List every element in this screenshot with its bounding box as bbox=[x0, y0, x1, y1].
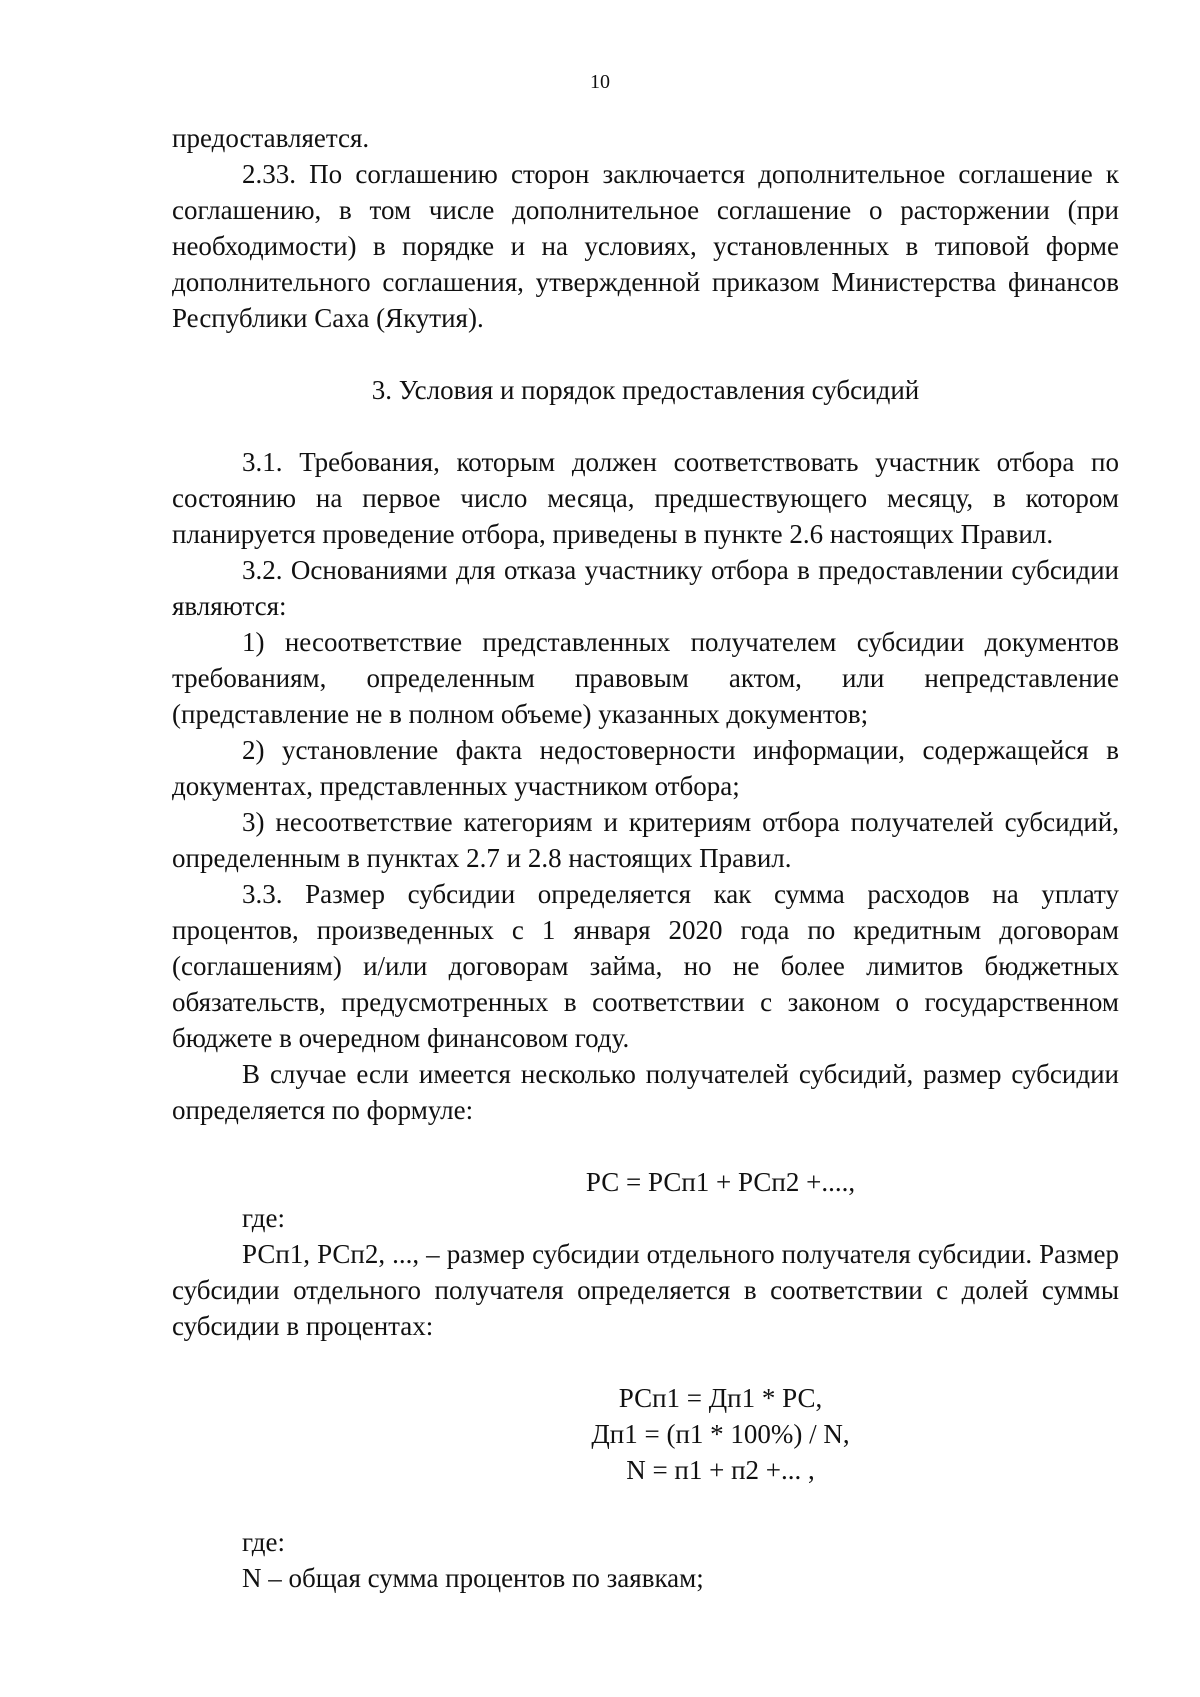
document-body bbox=[172, 120, 1119, 1596]
paragraph-formula-explanation: РСп1, РСп2, ..., – размер субсидии отдельного получателя субсидии. Размер субсидии отдельного получателя определяется в соответствии с долей суммы субсидии в процентах: bbox=[172, 1239, 1119, 1341]
paragraph-continuation: предоставляется. bbox=[172, 123, 370, 153]
list-item-1: 1) несоответствие представленных получателем субсидии документов требованиям, определенным правовым актом, или непредставление (представление не в полном объеме) указанных документов; bbox=[172, 627, 1119, 729]
formula-block bbox=[172, 1380, 1119, 1488]
formula-line: N = п1 + п2 +... , bbox=[626, 1455, 815, 1485]
formula-line: Дп1 = (п1 * 100%) / N, bbox=[591, 1419, 850, 1449]
formula-total-subsidy: РС = РСп1 + РСп2 +...., bbox=[585, 1167, 856, 1197]
list-item-3: 3) несоответствие категориям и критериям отбора получателей субсидий, определенным в пунктах 2.7 и 2.8 настоящих Правил. bbox=[172, 807, 1119, 873]
page-number: 10 bbox=[590, 71, 610, 93]
formula-line: РСп1 = Дп1 * РС, bbox=[618, 1383, 823, 1413]
paragraph-3-3: 3.3. Размер субсидии определяется как сумма расходов на уплату процентов, произведенных с 1 января 2020 года по кредитным договорам (соглашениям) и/или договорам займа, но не более лимитов бюджетных обязательств, предусмотренных в соответствии с законом о государственном бюджете в очередном финансовом году. bbox=[172, 879, 1119, 1053]
definition-n: N – общая сумма процентов по заявкам; bbox=[242, 1563, 704, 1593]
paragraph-3-2: 3.2. Основаниями для отказа участнику отбора в предоставлении субсидии являются: bbox=[172, 555, 1119, 621]
where-label: где: bbox=[242, 1527, 285, 1557]
where-label: где: bbox=[242, 1203, 285, 1233]
paragraph-3-1: 3.1. Требования, которым должен соответствовать участник отбора по состоянию на первое число месяца, предшествующего месяцу, в котором планируется проведение отбора, приведены в пункте 2.6 настоящих Правил. bbox=[172, 447, 1119, 549]
section-heading: 3. Условия и порядок предоставления субсидий bbox=[371, 375, 920, 405]
paragraph-formula-intro: В случае если имеется несколько получателей субсидий, размер субсидии определяется по формуле: bbox=[172, 1059, 1119, 1125]
paragraph-2-33: 2.33. По соглашению сторон заключается дополнительное соглашение к соглашению, в том числе дополнительное соглашение о расторжении (при необходимости) в порядке и на условиях, установленных в типовой форме дополнительного соглашения, утвержденной приказом Министерства финансов Республики Саха (Якутия). bbox=[172, 159, 1119, 333]
list-item-2: 2) установление факта недостоверности информации, содержащейся в документах, представленных участником отбора; bbox=[172, 735, 1119, 801]
